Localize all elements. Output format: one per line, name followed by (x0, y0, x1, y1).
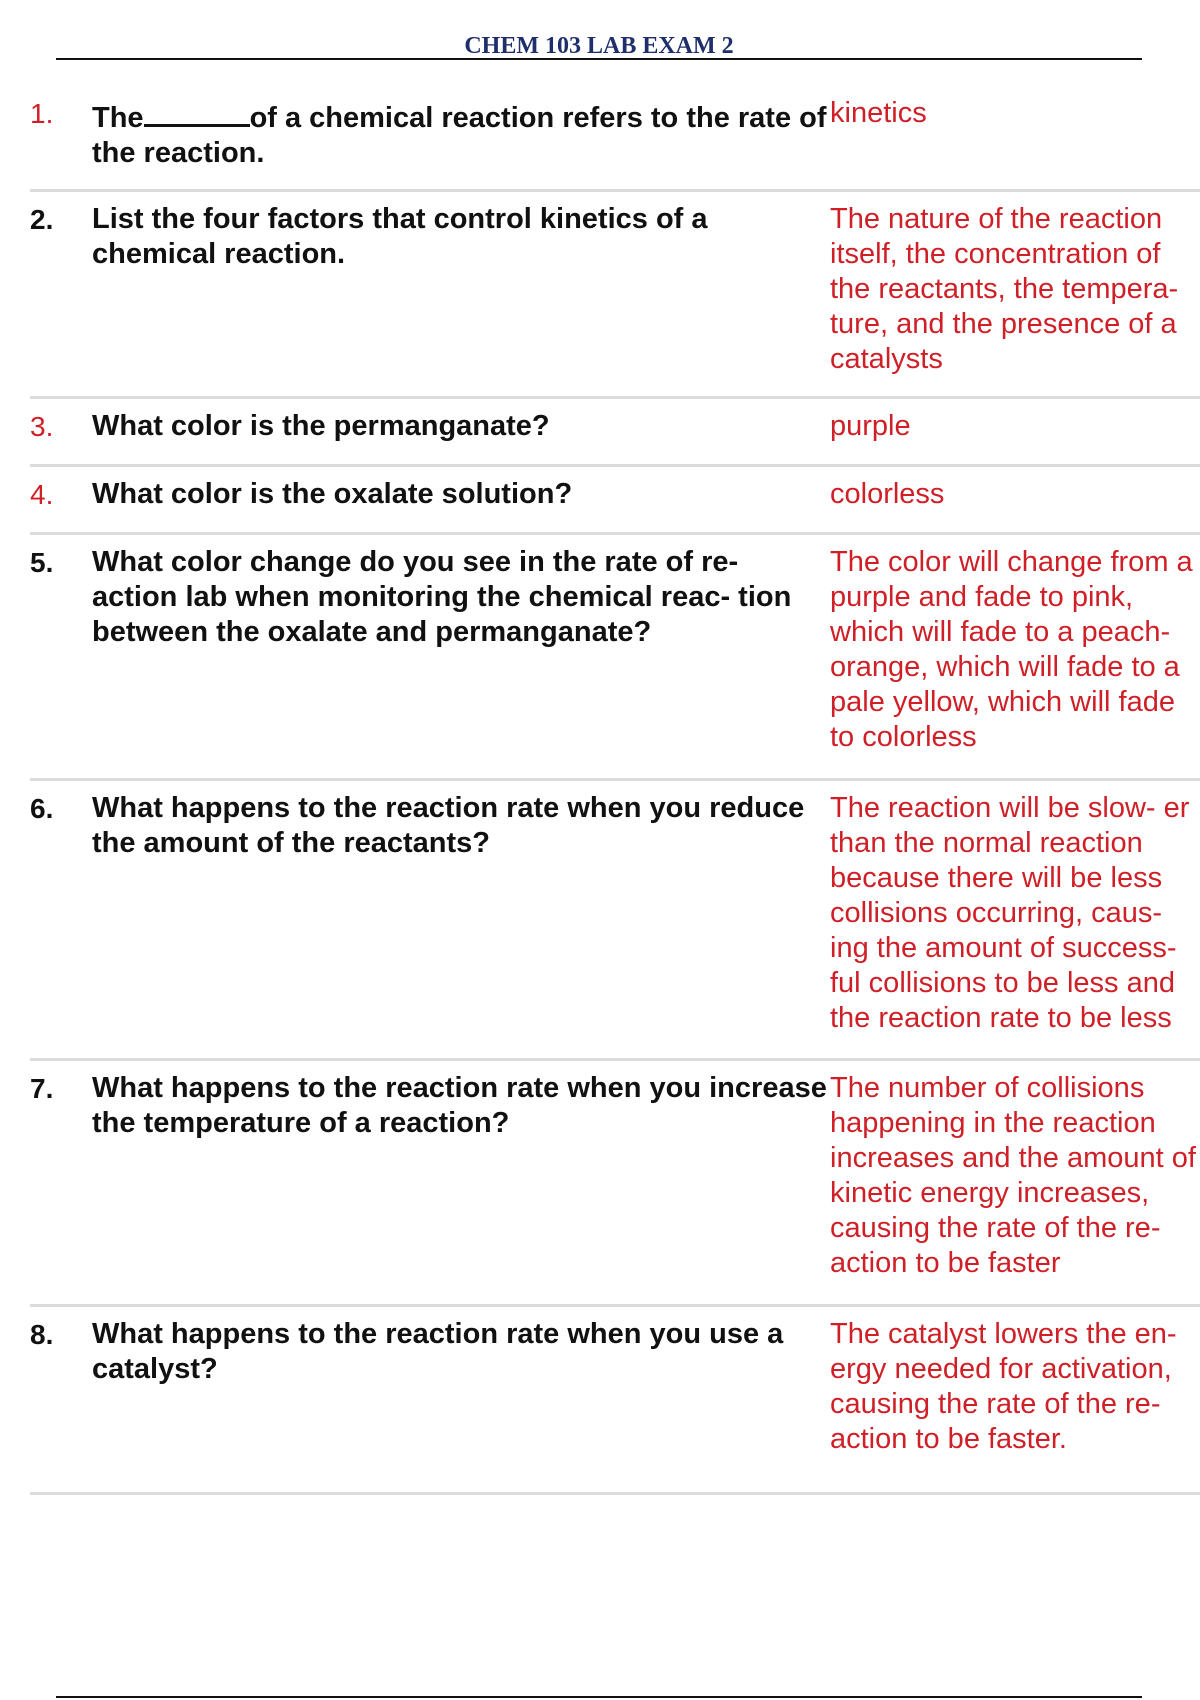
qa-table (30, 96, 1200, 1495)
question-row-2 (30, 190, 1200, 397)
question-number: 1. (30, 96, 92, 190)
question-number: 7. (30, 1059, 92, 1305)
question-text: What happens to the reaction rate when you use a catalyst? (92, 1305, 830, 1493)
page-title: CHEM 103 LAB EXAM 2 (464, 33, 734, 59)
question-number: 8. (30, 1305, 92, 1493)
question-row-3 (30, 397, 1200, 465)
question-number: 6. (30, 779, 92, 1059)
question-text: What color is the oxalate solution? (92, 465, 830, 533)
answer-text: purple (830, 397, 1200, 465)
question-row-4 (30, 465, 1200, 533)
question-text: What color change do you see in the rate of re- action lab when monitoring the chemical reac- tion between the oxalate and permanganate? (92, 533, 830, 779)
question-text: What color is the permanganate? (92, 397, 830, 465)
answer-text: kinetics (830, 96, 1200, 190)
question-text: What happens to the reaction rate when you reduce the amount of the reactants? (92, 779, 830, 1059)
question-row-1 (30, 96, 1200, 190)
question-number: 2. (30, 190, 92, 397)
question-row-8 (30, 1305, 1200, 1493)
question-number: 5. (30, 533, 92, 779)
question-row-7 (30, 1059, 1200, 1305)
question-text: List the four factors that control kinetics of a chemical reaction. (92, 190, 830, 397)
question-text-after: of a chemical reaction refers to the rate of the reaction. (92, 102, 827, 169)
answer-text: The color will change from a purple and fade to pink, which will fade to a peach-orange, which will fade to a pale yellow, which will fade to colorless (830, 533, 1200, 779)
question-number: 3. (30, 397, 92, 465)
answer-text: The catalyst lowers the en- ergy needed for activation, causing the rate of the re- action to be faster. (830, 1305, 1200, 1493)
answer-text: The number of collisions happening in the reaction increases and the amount of kinetic energy increases, causing the rate of the re- action to be faster (830, 1059, 1200, 1305)
answer-text: colorless (830, 465, 1200, 533)
fill-in-blank (144, 96, 250, 127)
answer-text: The reaction will be slow- er than the normal reaction because there will be less collisions occurring, caus- ing the amount of success- ful collisions to be less and the reaction rate to be less (830, 779, 1200, 1059)
page-header (56, 30, 1142, 60)
question-number: 4. (30, 465, 92, 533)
answer-text: The nature of the reaction itself, the concentration of the reactants, the tempera- ture, and the presence of a catalysts (830, 190, 1200, 397)
footer-rule (56, 1696, 1142, 1698)
question-row-6 (30, 779, 1200, 1059)
question-text-before: The (92, 102, 144, 134)
question-row-5 (30, 533, 1200, 779)
question-text (92, 96, 830, 190)
question-text: What happens to the reaction rate when you increase the temperature of a reaction? (92, 1059, 830, 1305)
